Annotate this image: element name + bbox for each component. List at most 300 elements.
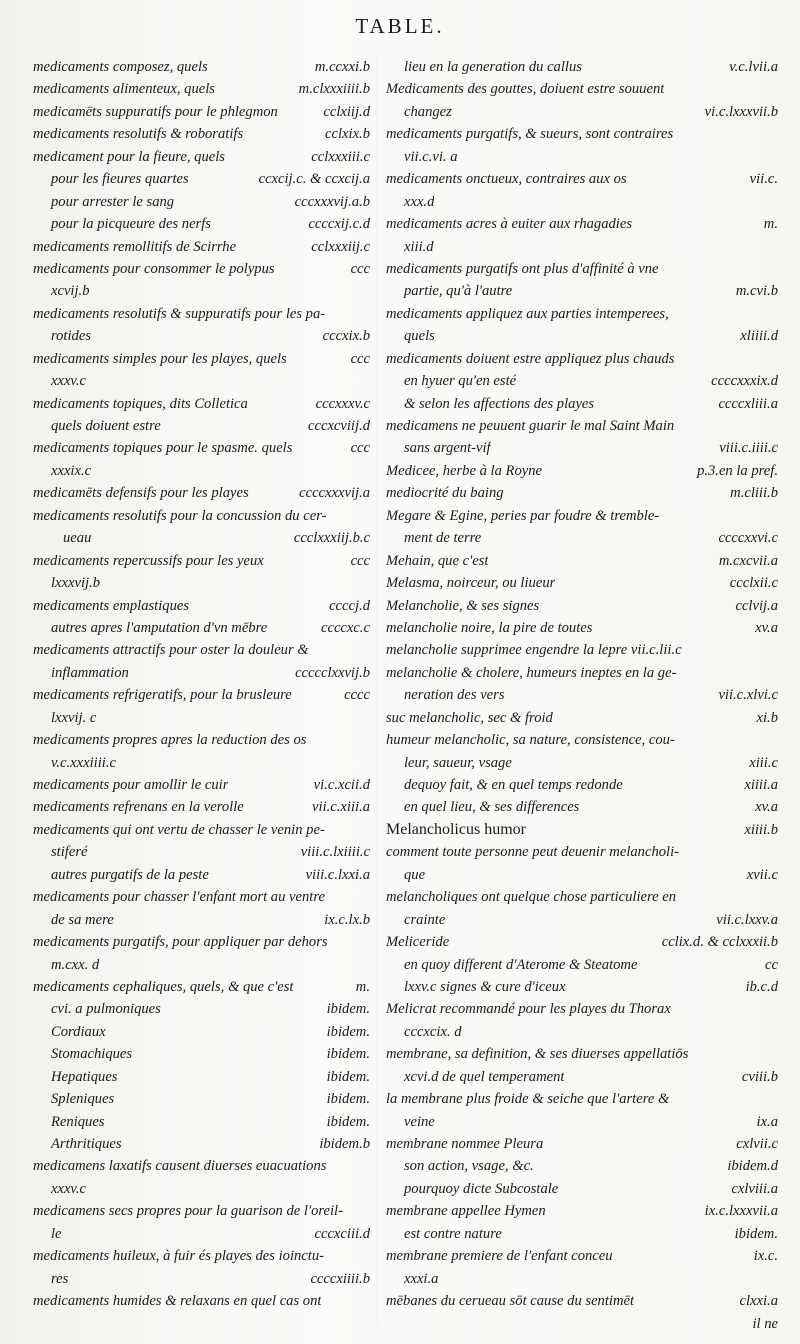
index-entry-text: membrane appellee Hymen bbox=[386, 1203, 546, 1220]
index-entry-text: Cordiaux bbox=[51, 1023, 106, 1040]
index-entry-text: Melancholicus humor bbox=[386, 820, 526, 838]
index-entry-text: xiii.d bbox=[404, 238, 434, 255]
index-entry bbox=[33, 550, 370, 572]
index-entry-text: neration des vers bbox=[404, 687, 505, 704]
index-entry-reference: viii.c.lxxi.a bbox=[305, 866, 370, 883]
index-entry-text: autres apres l'amputation d'vn mēbre bbox=[51, 619, 268, 636]
index-entry-reference: m.clxxxiiii.b bbox=[298, 81, 370, 98]
index-entry-text: changez bbox=[404, 103, 452, 120]
index-entry bbox=[33, 527, 370, 549]
index-entry-reference: cccxix.b bbox=[322, 328, 370, 345]
index-entry bbox=[386, 684, 778, 706]
index-entry bbox=[386, 909, 778, 931]
index-entry bbox=[386, 595, 778, 617]
index-entry bbox=[386, 1066, 778, 1088]
index-entry bbox=[386, 1111, 778, 1133]
index-entry bbox=[33, 168, 370, 190]
index-entry bbox=[386, 101, 778, 123]
index-entry-text: medicamēts defensifs pour les playes bbox=[33, 485, 249, 502]
index-entry-text: humeur melancholic, sa nature, consistence, cou- bbox=[386, 732, 675, 749]
index-entry-reference: ibidem. bbox=[326, 1113, 370, 1130]
index-entry bbox=[386, 78, 778, 100]
index-entry-text: suc melancholic, sec & froid bbox=[386, 709, 553, 726]
index-entry bbox=[386, 1133, 778, 1155]
index-entry-text: membrane, sa definition, & ses diuerses appellatiōs bbox=[386, 1046, 689, 1063]
index-entry-text: rotides bbox=[51, 328, 91, 345]
index-entry bbox=[33, 1245, 370, 1267]
index-entry bbox=[386, 1200, 778, 1222]
index-entry-text: melancholie & cholere, humeurs ineptes en la ge- bbox=[386, 664, 677, 681]
index-entry-reference: viii.c.lxiiii.c bbox=[300, 844, 370, 861]
index-entry bbox=[386, 707, 778, 729]
index-entry-reference: xvii.c bbox=[746, 866, 778, 883]
index-entry bbox=[386, 639, 778, 661]
index-entry bbox=[386, 864, 778, 886]
index-entry-text: crainte bbox=[404, 911, 446, 928]
index-entry-text: membrane nommee Pleura bbox=[386, 1136, 544, 1152]
index-entry-reference: vii.c.lxxv.a bbox=[716, 911, 778, 928]
index-entry-text: medicaments composez, quels bbox=[33, 59, 208, 75]
index-entry-text: xcvi.d de quel temperament bbox=[404, 1068, 565, 1085]
index-entry-text: membrane premiere de l'enfant conceu bbox=[386, 1248, 613, 1265]
index-entry-reference: xiii.c bbox=[749, 754, 778, 771]
index-entry bbox=[386, 1043, 778, 1065]
index-entry bbox=[33, 505, 370, 527]
index-entry-text: medicaments pour consommer le polypus bbox=[33, 260, 275, 277]
index-entry-text: pourquoy dicte Subcostale bbox=[404, 1180, 559, 1197]
index-entry-reference: m.cvi.b bbox=[735, 283, 778, 300]
index-entry-text: la membrane plus froide & seiche que l'artere & bbox=[386, 1091, 670, 1108]
index-entry-text: mēbanes du cerueau sōt cause du sentimēt bbox=[386, 1293, 635, 1310]
index-entry-text: medicaments purgatifs ont plus d'affinité à vne bbox=[386, 260, 659, 277]
index-entry-text: Melicrat recommandé pour les playes du Thorax bbox=[386, 1001, 671, 1018]
index-entry-text: en quoy different d'Aterome & Steatome bbox=[404, 956, 638, 973]
index-entry-reference: xliiii.d bbox=[740, 328, 778, 345]
index-entry bbox=[33, 931, 370, 953]
index-entry-reference: ix.c.lxxxvii.a bbox=[704, 1203, 778, 1220]
index-entry-reference: ccccxc.c bbox=[321, 619, 370, 636]
index-entry-text: Mehain, que c'est bbox=[386, 552, 489, 569]
index-entry-reference: xiiii.b bbox=[744, 821, 778, 838]
index-entry-text: medicamens ne peuuent guarir le mal Saint Main bbox=[386, 418, 675, 434]
index-entry-reference: cviii.b bbox=[741, 1068, 778, 1085]
index-entry-text: res bbox=[51, 1270, 69, 1287]
index-entry bbox=[386, 348, 778, 370]
index-entry-text: medicament pour la fieure, quels bbox=[33, 148, 225, 165]
index-entry-text: medicamēts suppuratifs pour le phlegmon bbox=[33, 103, 278, 120]
index-entry-reference: m. bbox=[763, 216, 778, 233]
index-entry-text: Arthritiques bbox=[51, 1136, 122, 1152]
index-entry-reference: ccxcij.c. & ccxcij.a bbox=[258, 171, 370, 188]
index-entry bbox=[33, 886, 370, 908]
index-entry bbox=[33, 1021, 370, 1043]
index-entry-reference: cccxxxvij.a.b bbox=[294, 193, 370, 210]
index-entry-text: medicamens laxatifs causent diuerses euacuations bbox=[33, 1158, 327, 1175]
index-entry-reference: vii.c.xiii.a bbox=[312, 799, 370, 816]
index-entry-text: medicaments resolutifs pour la concussion du cer- bbox=[33, 507, 327, 524]
index-entry-reference: ibidem. bbox=[326, 1091, 370, 1108]
index-entry-text: melancholie noire, la pire de toutes bbox=[386, 619, 593, 636]
index-entry-reference: xv.a bbox=[755, 799, 778, 816]
index-entry bbox=[386, 393, 778, 415]
index-entry bbox=[33, 1088, 370, 1110]
index-entry-text: pour arrester le sang bbox=[51, 193, 175, 210]
index-entry-text: melancholie supprimee engendre la lepre vii.c.lii.c bbox=[386, 642, 682, 659]
left-index-column bbox=[33, 56, 370, 1313]
index-entry bbox=[33, 1200, 370, 1222]
index-entry bbox=[386, 1245, 778, 1267]
index-entry bbox=[386, 796, 778, 818]
index-entry-reference: ix.c. bbox=[753, 1248, 778, 1265]
index-entry bbox=[33, 1133, 370, 1155]
index-entry-text: xxxix.c bbox=[51, 462, 92, 479]
index-entry-reference: ccc bbox=[350, 440, 370, 457]
index-entry-reference: ibidem. bbox=[326, 1046, 370, 1063]
index-entry-text: medicaments purgatifs, & sueurs, sont contraires bbox=[386, 126, 674, 143]
index-entry-reference: ccccj.d bbox=[329, 597, 370, 614]
index-entry-text: medicaments propres apres la reduction des os bbox=[33, 732, 307, 749]
index-entry-reference: xiiii.a bbox=[744, 777, 778, 793]
index-entry bbox=[33, 752, 370, 774]
index-entry bbox=[33, 370, 370, 392]
index-entry bbox=[33, 78, 370, 100]
index-entry-reference: ccc bbox=[350, 552, 370, 569]
index-entry bbox=[33, 684, 370, 706]
index-entry-text: son action, vsage, &c. bbox=[404, 1158, 534, 1175]
index-entry-text: dequoy fait, & en quel temps redonde bbox=[404, 777, 623, 793]
index-entry bbox=[33, 303, 370, 325]
index-entry-text: Medicee, herbe à la Royne bbox=[386, 462, 542, 479]
index-entry-reference: cxlviii.a bbox=[731, 1180, 778, 1197]
index-entry-text: autres purgatifs de la peste bbox=[51, 866, 209, 883]
index-entry-reference: ccccxliii.a bbox=[718, 395, 778, 412]
index-entry-reference: cclxxxiij.c bbox=[311, 238, 370, 255]
index-entry-reference: ix.c.lx.b bbox=[324, 911, 370, 928]
index-entry-reference: clxxi.a bbox=[739, 1293, 778, 1310]
index-entry bbox=[386, 258, 778, 280]
index-entry bbox=[33, 123, 370, 145]
index-entry bbox=[33, 796, 370, 818]
index-entry-text: xxxv.c bbox=[51, 1180, 86, 1197]
index-entry bbox=[33, 841, 370, 863]
index-entry-reference: m.cliii.b bbox=[730, 485, 778, 502]
index-entry-text: medicaments refrigeratifs, pour la brusleure bbox=[33, 687, 292, 704]
index-entry bbox=[33, 146, 370, 168]
index-entry-reference: ccclxii.c bbox=[729, 575, 778, 592]
index-entry-text: Meliceride bbox=[386, 934, 450, 951]
index-entry-reference: xi.b bbox=[756, 709, 778, 726]
index-entry-text: medicaments cephaliques, quels, & que c'est bbox=[33, 978, 294, 995]
index-entry-reference: m. bbox=[355, 978, 370, 995]
index-entry bbox=[386, 572, 778, 594]
index-entry bbox=[386, 1268, 778, 1290]
index-entry-reference: ibidem.d bbox=[727, 1158, 778, 1175]
index-entry bbox=[386, 213, 778, 235]
index-entry bbox=[33, 348, 370, 370]
index-entry-text: xxxi.a bbox=[404, 1270, 439, 1287]
index-entry-text: partie, qu'à l'autre bbox=[404, 283, 513, 300]
index-entry-reference: v.c.lvii.a bbox=[729, 59, 778, 75]
index-entry bbox=[386, 931, 778, 953]
index-entry bbox=[386, 886, 778, 908]
index-entry-reference: cclvij.a bbox=[735, 597, 778, 614]
index-entry-reference: vi.c.lxxxvii.b bbox=[704, 103, 778, 120]
index-entry bbox=[33, 1268, 370, 1290]
index-entry bbox=[386, 550, 778, 572]
index-entry bbox=[33, 1066, 370, 1088]
index-entry bbox=[386, 191, 778, 213]
index-entry-text: medicaments doiuent estre appliquez plus chauds bbox=[386, 350, 675, 367]
index-entry-text: medicaments appliquez aux parties intemperees, bbox=[386, 305, 669, 322]
index-entry-text: medicaments attractifs pour oster la douleur & bbox=[33, 642, 309, 659]
index-entry bbox=[386, 617, 778, 639]
index-entry bbox=[33, 1223, 370, 1245]
page-header bbox=[0, 14, 800, 39]
index-entry-text: que bbox=[404, 866, 426, 883]
index-entry bbox=[386, 1223, 778, 1245]
index-entry-text: ment de terre bbox=[404, 530, 482, 547]
index-entry-text: medicaments onctueux, contraires aux os bbox=[386, 171, 627, 188]
index-entry bbox=[33, 1155, 370, 1177]
index-entry-reference: ibidem. bbox=[326, 1023, 370, 1040]
index-entry bbox=[33, 662, 370, 684]
index-entry-text: Medicaments des gouttes, doiuent estre souuent bbox=[386, 81, 665, 98]
index-entry bbox=[33, 819, 370, 841]
index-entry-text: quels doiuent estre bbox=[51, 418, 161, 434]
index-entry-reference: cclxxxiii.c bbox=[311, 148, 370, 165]
index-entry bbox=[33, 639, 370, 661]
index-entry bbox=[386, 976, 778, 998]
index-entry bbox=[33, 101, 370, 123]
index-entry-reference: p.3.en la pref. bbox=[697, 462, 778, 479]
index-entry-text: de sa mere bbox=[51, 911, 114, 928]
index-entry-reference: cclxix.b bbox=[325, 126, 370, 143]
index-entry bbox=[386, 819, 778, 841]
index-entry bbox=[386, 1313, 778, 1335]
index-entry-text: veine bbox=[404, 1113, 435, 1130]
index-entry-text: ueau bbox=[63, 530, 92, 547]
index-entry-reference: vi.c.xcii.d bbox=[313, 777, 370, 793]
index-entry-reference: il ne bbox=[752, 1315, 778, 1332]
index-entry-reference: ibidem.b bbox=[319, 1136, 370, 1152]
index-entry-text: medicaments purgatifs, pour appliquer par dehors bbox=[33, 934, 328, 951]
index-entry-text: medicaments resolutifs & suppuratifs pour les pa- bbox=[33, 305, 326, 322]
index-entry-text: & selon les affections des playes bbox=[404, 395, 595, 412]
index-entry bbox=[386, 662, 778, 684]
index-entry bbox=[33, 482, 370, 504]
index-entry-text: cccxcix. d bbox=[404, 1023, 462, 1040]
index-entry-text: Melasma, noirceur, ou liueur bbox=[386, 575, 556, 592]
index-entry-text: pour les fieures quartes bbox=[51, 171, 189, 188]
index-entry-text: lieu en la generation du callus bbox=[404, 59, 582, 75]
index-entry bbox=[386, 505, 778, 527]
index-entry-text: en hyuer qu'en esté bbox=[404, 373, 517, 390]
index-entry-reference: cccc bbox=[344, 687, 370, 704]
index-entry bbox=[33, 236, 370, 258]
index-entry bbox=[33, 415, 370, 437]
index-entry-reference: cccxcviij.d bbox=[308, 418, 370, 434]
index-entry bbox=[386, 527, 778, 549]
index-entry-reference: ccc bbox=[350, 350, 370, 367]
index-entry bbox=[33, 954, 370, 976]
index-entry bbox=[386, 460, 778, 482]
index-entry bbox=[33, 976, 370, 998]
index-entry-text: xxx.d bbox=[404, 193, 435, 210]
index-entry bbox=[33, 393, 370, 415]
index-entry bbox=[33, 213, 370, 235]
index-entry bbox=[386, 325, 778, 347]
index-entry-reference: cc bbox=[765, 956, 778, 973]
index-entry-reference: ibidem. bbox=[326, 1068, 370, 1085]
index-entry-text: medicaments simples pour les playes, quels bbox=[33, 350, 287, 367]
index-entry-text: Melancholie, & ses signes bbox=[386, 597, 540, 614]
index-entry-text: comment toute personne peut deuenir melancholi- bbox=[386, 844, 680, 861]
index-entry-text: medicaments topiques, dits Colletica bbox=[33, 395, 248, 412]
index-entry-text: medicaments topiques pour le spasme. quels bbox=[33, 440, 293, 457]
index-entry-text: est contre nature bbox=[404, 1225, 502, 1242]
index-entry bbox=[386, 998, 778, 1020]
index-entry-reference: ib.c.d bbox=[745, 978, 778, 995]
index-entry bbox=[33, 707, 370, 729]
index-entry bbox=[386, 482, 778, 504]
index-entry bbox=[33, 909, 370, 931]
index-entry-reference: m.cxcvii.a bbox=[718, 552, 778, 569]
index-entry-reference: m.ccxxi.b bbox=[314, 59, 370, 75]
index-entry bbox=[386, 56, 778, 78]
index-entry-reference: cxlvii.c bbox=[736, 1136, 778, 1152]
index-entry-text: vii.c.vi. a bbox=[404, 148, 458, 165]
index-entry-text: Stomachiques bbox=[51, 1046, 133, 1063]
index-entry bbox=[386, 303, 778, 325]
index-entry-reference: ccccxiiii.b bbox=[310, 1270, 370, 1287]
index-entry-text: medicaments huileux, à fuir és playes des ioinctu- bbox=[33, 1248, 324, 1265]
index-entry-text: inflammation bbox=[51, 664, 129, 681]
index-entry-text: medicamens secs propres pour la guarison de l'oreil- bbox=[33, 1203, 343, 1220]
index-entry bbox=[33, 864, 370, 886]
index-entry bbox=[33, 998, 370, 1020]
index-entry bbox=[386, 1088, 778, 1110]
index-entry bbox=[386, 841, 778, 863]
index-entry bbox=[33, 1111, 370, 1133]
index-entry-text: medicaments humides & relaxans en quel cas ont bbox=[33, 1293, 322, 1310]
index-entry bbox=[33, 774, 370, 796]
index-entry-reference: cccxxxv.c bbox=[315, 395, 370, 412]
index-entry-text: stiferé bbox=[51, 844, 88, 861]
index-entry-reference: vii.c.xlvi.c bbox=[718, 687, 778, 704]
index-entry-reference: cccxciii.d bbox=[314, 1225, 370, 1242]
index-entry-text: medicaments refrenans en la verolle bbox=[33, 799, 244, 816]
index-entry-reference: ccc bbox=[350, 260, 370, 277]
index-entry bbox=[33, 191, 370, 213]
index-entry-text: m.cxx. d bbox=[51, 956, 100, 973]
index-entry-reference: xv.a bbox=[755, 619, 778, 636]
index-entry-text: sans argent-vif bbox=[404, 440, 491, 457]
index-entry bbox=[386, 236, 778, 258]
index-entry bbox=[33, 1290, 370, 1312]
index-entry bbox=[33, 437, 370, 459]
index-entry-text: medicaments alimenteux, quels bbox=[33, 81, 215, 98]
index-entry bbox=[386, 280, 778, 302]
index-entry-text: le bbox=[51, 1225, 62, 1242]
index-entry bbox=[33, 56, 370, 78]
index-entry-text: melancholiques ont quelque chose particuliere en bbox=[386, 889, 677, 906]
index-entry-text: medicaments pour amollir le cuir bbox=[33, 777, 229, 793]
index-entry-text: lxxxvij.b bbox=[51, 575, 101, 592]
index-entry-text: medicaments acres à euiter aux rhagadies bbox=[386, 216, 633, 233]
index-entry-reference: vii.c. bbox=[749, 171, 778, 188]
index-entry bbox=[386, 146, 778, 168]
index-entry-text: leur, saueur, vsage bbox=[404, 754, 512, 771]
index-entry bbox=[386, 1178, 778, 1200]
index-entry bbox=[386, 123, 778, 145]
index-entry bbox=[33, 460, 370, 482]
index-entry-text: pour la picqueure des nerfs bbox=[51, 216, 211, 233]
index-entry-text: v.c.xxxiiii.c bbox=[51, 754, 116, 771]
index-entry-text: medicaments remollitifs de Scirrhe bbox=[33, 238, 237, 255]
index-entry bbox=[33, 617, 370, 639]
index-entry-text: lxxv.c signes & cure d'iceux bbox=[404, 978, 566, 995]
index-entry-reference: ix.a bbox=[756, 1113, 778, 1130]
index-entry-text: Reniques bbox=[51, 1113, 105, 1130]
index-entry-reference: ccclxxxiij.b.c bbox=[293, 530, 370, 547]
column-gutter bbox=[377, 56, 378, 1326]
index-entry-reference: ccccclxxvij.b bbox=[295, 664, 370, 681]
index-entry-text: lxxvij. c bbox=[51, 709, 97, 726]
index-entry-reference: cclxiij.d bbox=[323, 103, 370, 120]
index-entry bbox=[33, 572, 370, 594]
index-entry-reference: ccccxxxvij.a bbox=[299, 485, 370, 502]
index-entry bbox=[33, 258, 370, 280]
index-entry-reference: ccccxij.c.d bbox=[308, 216, 370, 233]
index-entry-text: medicaments pour chasser l'enfant mort au ventre bbox=[33, 889, 325, 906]
right-index-column bbox=[386, 56, 778, 1335]
index-entry-reference: ibidem. bbox=[326, 1001, 370, 1018]
page-title: TABLE. bbox=[355, 14, 445, 38]
index-entry bbox=[33, 595, 370, 617]
index-entry bbox=[33, 1043, 370, 1065]
index-entry bbox=[386, 752, 778, 774]
index-entry bbox=[33, 280, 370, 302]
index-entry bbox=[386, 415, 778, 437]
index-entry-text: xxxv.c bbox=[51, 373, 86, 390]
index-entry-reference: ccccxxxix.d bbox=[711, 373, 778, 390]
index-entry-reference: cclix.d. & cclxxxii.b bbox=[661, 934, 778, 951]
index-entry-text: medicaments repercussifs pour les yeux bbox=[33, 552, 264, 569]
index-entry-text: cvi. a pulmoniques bbox=[51, 1001, 161, 1018]
index-entry bbox=[386, 954, 778, 976]
index-entry bbox=[386, 774, 778, 796]
index-entry bbox=[386, 370, 778, 392]
index-entry-text: medicaments resolutifs & roboratifs bbox=[33, 126, 244, 143]
index-entry-text: quels bbox=[404, 328, 435, 345]
index-entry-text: medicaments emplastiques bbox=[33, 597, 190, 614]
index-entry bbox=[386, 1155, 778, 1177]
index-entry bbox=[386, 729, 778, 751]
index-entry bbox=[33, 325, 370, 347]
index-entry-text: Megare & Egine, peries par foudre & tremble- bbox=[386, 507, 660, 524]
index-entry-reference: ccccxxvi.c bbox=[718, 530, 778, 547]
index-entry bbox=[386, 168, 778, 190]
index-entry bbox=[33, 729, 370, 751]
index-entry bbox=[386, 437, 778, 459]
index-entry-reference: ibidem. bbox=[734, 1225, 778, 1242]
index-entry-text: xcvij.b bbox=[51, 283, 90, 300]
index-entry-text: mediocrité du baing bbox=[386, 485, 504, 502]
index-entry bbox=[386, 1021, 778, 1043]
index-entry-text: Hepatiques bbox=[51, 1068, 118, 1085]
index-entry-text: medicaments qui ont vertu de chasser le venin pe- bbox=[33, 821, 325, 838]
index-entry bbox=[386, 1290, 778, 1312]
